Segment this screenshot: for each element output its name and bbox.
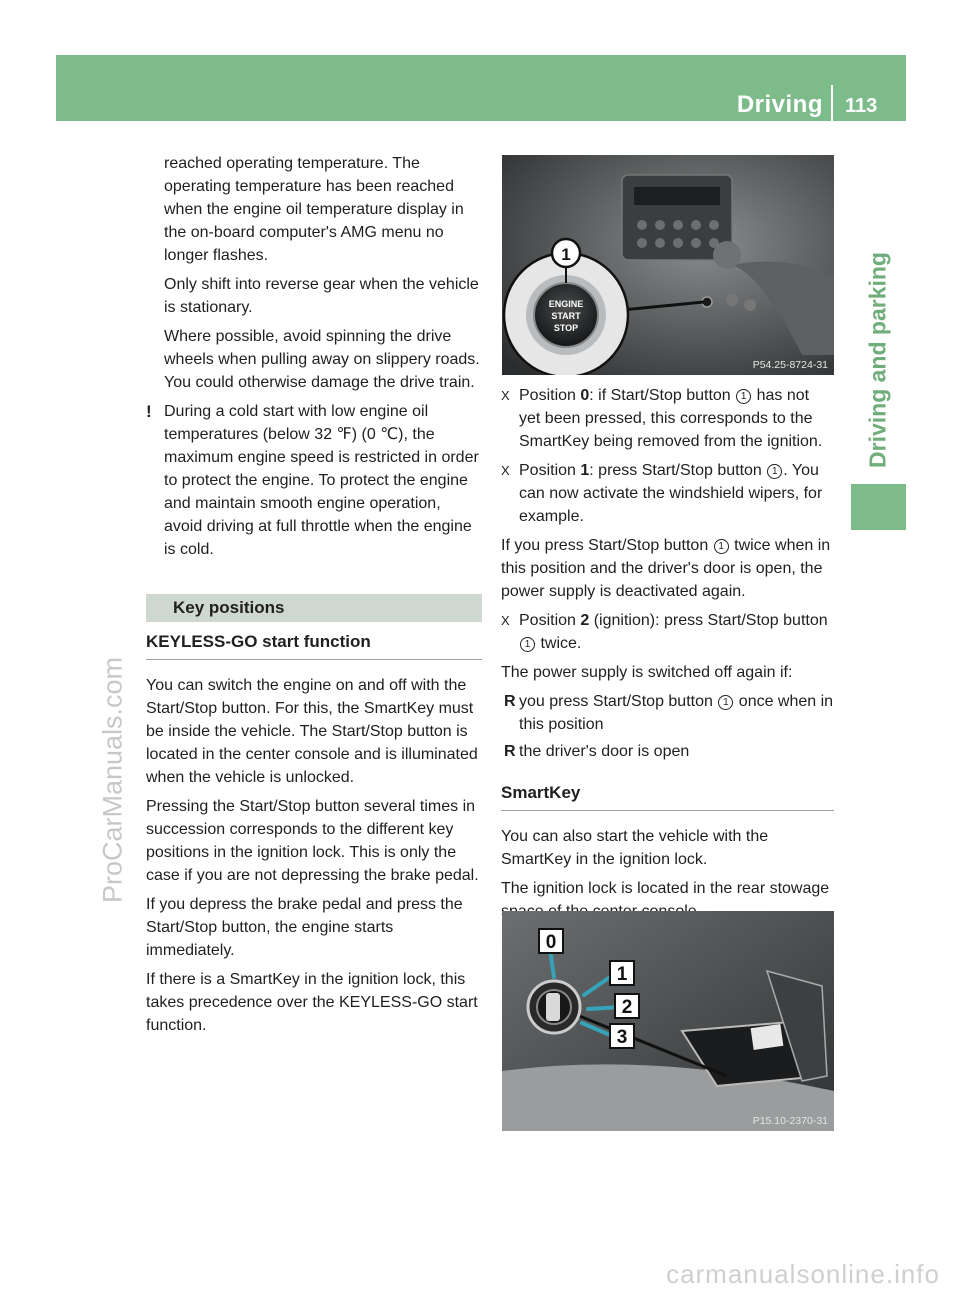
page-header: [56, 55, 906, 121]
para-text: If you press Start/Stop button: [501, 537, 713, 554]
figure-code: P15.10-2370-31: [752, 1115, 828, 1127]
intro-paragraph-2: Only shift into reverse gear when the vehicle is stationary.: [164, 276, 479, 316]
callout-2: 2: [621, 997, 633, 1018]
bullet-text: once when in this position: [519, 693, 834, 733]
body-paragraph: The power supply is switched off again if:: [501, 664, 793, 681]
intro-paragraph-3: Where possible, avoid spinning the drive wheels when pulling away on slippery roads. You could otherwise damage the drive train.: [164, 328, 480, 391]
console-illustration: [502, 155, 834, 375]
circled-1-icon: 1: [767, 464, 782, 479]
page-number: 113: [845, 95, 878, 117]
chapter-tab-marker: [851, 484, 906, 530]
start-stop-button-photo: [502, 155, 834, 375]
position-number: 1: [580, 462, 590, 479]
circled-1-icon: 1: [714, 539, 729, 554]
step-text: (ignition): press Start/Stop button: [589, 612, 828, 629]
left-column: [146, 152, 482, 1043]
circled-1-icon: 1: [736, 389, 751, 404]
arrow-icon: X: [501, 388, 510, 403]
step-text: Position: [519, 387, 581, 404]
body-paragraph: [501, 534, 834, 603]
step-position-2: [501, 609, 834, 655]
position-number: 0: [580, 387, 590, 404]
callout-1: 1: [616, 964, 628, 985]
body-paragraph: The ignition lock is located in the rear stowage: [501, 880, 830, 897]
button-label-start: START: [551, 311, 581, 321]
step-position-1: [501, 459, 834, 528]
callout-1: 1: [561, 245, 571, 264]
subheading-smartkey: SmartKey: [501, 781, 834, 811]
step-text: Position: [519, 612, 581, 629]
arrow-icon: X: [501, 463, 510, 478]
step-text: . You can now activate the windshield wipers, for example.: [519, 462, 823, 525]
circled-1-icon: 1: [718, 695, 733, 710]
ignition-illustration: [502, 911, 834, 1131]
list-item: [501, 690, 834, 736]
bullet-icon: R: [504, 743, 516, 760]
figure-code: P54.25-8724-31: [752, 359, 828, 371]
list-item: [501, 740, 834, 763]
section-heading: Key positions: [146, 594, 482, 622]
header-title: Driving: [736, 91, 823, 118]
callout-0: 0: [545, 932, 557, 953]
bullet-icon: R: [504, 693, 516, 710]
step-text: twice.: [536, 635, 582, 652]
bullet-text: you press Start/Stop button: [519, 693, 718, 710]
step-position-0: [501, 384, 834, 453]
intro-paragraph-1: reached operating temperature. The operating temperature has been reached when the engine oil temperature display in the on-board computer's AMG menu no longer flashes.: [164, 155, 464, 264]
body-paragraph: If you depress the brake pedal and press the Start/Stop button, the engine starts immediately.: [146, 896, 463, 959]
subheading-keyless-go: KEYLESS-GO start function: [146, 630, 482, 660]
circled-1-icon: 1: [520, 637, 535, 652]
right-column: [501, 384, 834, 929]
button-label-engine: ENGINE: [548, 299, 584, 309]
button-label-stop: STOP: [553, 323, 579, 333]
callout-3: 3: [616, 1027, 628, 1048]
step-text: : if Start/Stop button: [589, 387, 736, 404]
step-text: Position: [519, 462, 581, 479]
warning-note: [146, 400, 482, 561]
watermark-side: ProCarManuals.com: [97, 656, 128, 904]
body-paragraph: If there is a SmartKey in the ignition lock, this takes precedence over the KEYLESS-GO start function.: [146, 971, 478, 1034]
step-text: has not yet been pressed, this corresponds to the SmartKey being removed from the ignition.: [519, 387, 823, 450]
chapter-tab: [851, 190, 906, 530]
step-text: : press Start/Stop button: [589, 462, 767, 479]
warning-icon: !: [146, 402, 152, 421]
body-paragraph: You can also start the vehicle with the SmartKey in the ignition lock.: [501, 828, 769, 868]
body-paragraph: You can switch the engine on and off with the Start/Stop button. For this, the SmartKey must be inside the vehicle. The Start/Stop button is located in the center console and is illuminated when the vehicle is unlocked.: [146, 677, 478, 786]
body-paragraph: Pressing the Start/Stop button several times in succession corresponds to the different key positions in the ignition lock. This is only the case if you are not depressing the brake pedal.: [146, 798, 479, 884]
watermark-bottom: carmanualsonline.info: [666, 1259, 940, 1289]
arrow-icon: X: [501, 613, 510, 628]
ignition-lock-photo: [502, 911, 834, 1131]
position-number: 2: [580, 612, 590, 629]
chapter-tab-label: Driving and parking: [864, 252, 891, 468]
para-text: twice when in this position and the driver's door is open, the power supply is deactivated again.: [501, 537, 831, 600]
bullet-text: the driver's door is open: [519, 743, 690, 760]
header-divider: [831, 85, 833, 121]
warning-text: During a cold start with low engine oil temperatures (below 32 ℉) (0 ℃), the maximum engine speed is restricted in order to protect the engine. To protect the engine and maintain smooth engine operation, avoid driving at full throttle when the engine is cold.: [164, 403, 479, 558]
